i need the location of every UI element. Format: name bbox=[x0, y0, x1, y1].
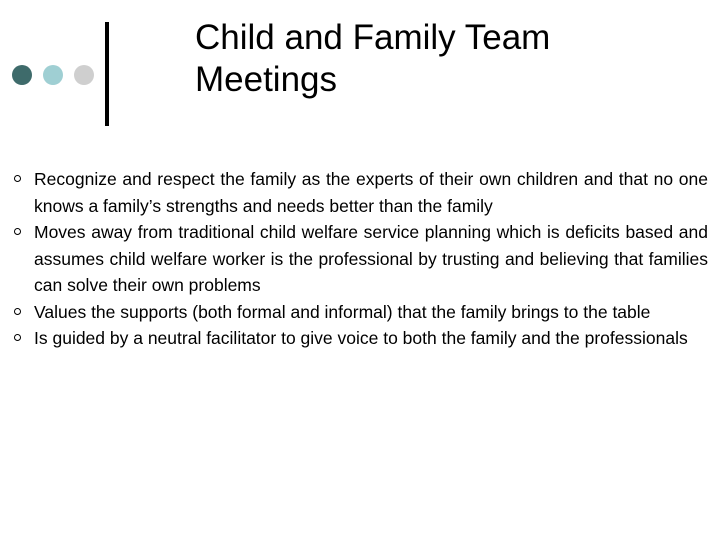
dot-icon bbox=[12, 65, 32, 85]
dot-icon bbox=[74, 65, 94, 85]
list-item bbox=[14, 325, 708, 352]
bullet-list bbox=[14, 166, 708, 352]
bullet-text: Moves away from traditional child welfare service planning which is deficits based and assumes child welfare worker is the professional by trusting and believing that families can solve their own problems bbox=[34, 222, 708, 295]
hollow-circle-icon bbox=[14, 308, 21, 315]
title-divider-line bbox=[105, 22, 109, 126]
bullet-text: Recognize and respect the family as the experts of their own children and that no one knows a family’s strengths and needs better than the family bbox=[34, 169, 708, 216]
bullet-text: Is guided by a neutral facilitator to give voice to both the family and the professionals bbox=[34, 328, 688, 348]
dot-icon bbox=[43, 65, 63, 85]
list-item bbox=[14, 219, 708, 299]
hollow-circle-icon bbox=[14, 334, 21, 341]
hollow-circle-icon bbox=[14, 175, 21, 182]
bullet-text: Values the supports (both formal and informal) that the family brings to the table bbox=[34, 301, 651, 322]
hollow-circle-icon bbox=[14, 228, 21, 235]
decorative-dots bbox=[12, 65, 96, 85]
slide-title: Child and Family Team Meetings bbox=[195, 18, 551, 99]
list-item bbox=[14, 166, 708, 219]
list-item bbox=[14, 299, 708, 326]
